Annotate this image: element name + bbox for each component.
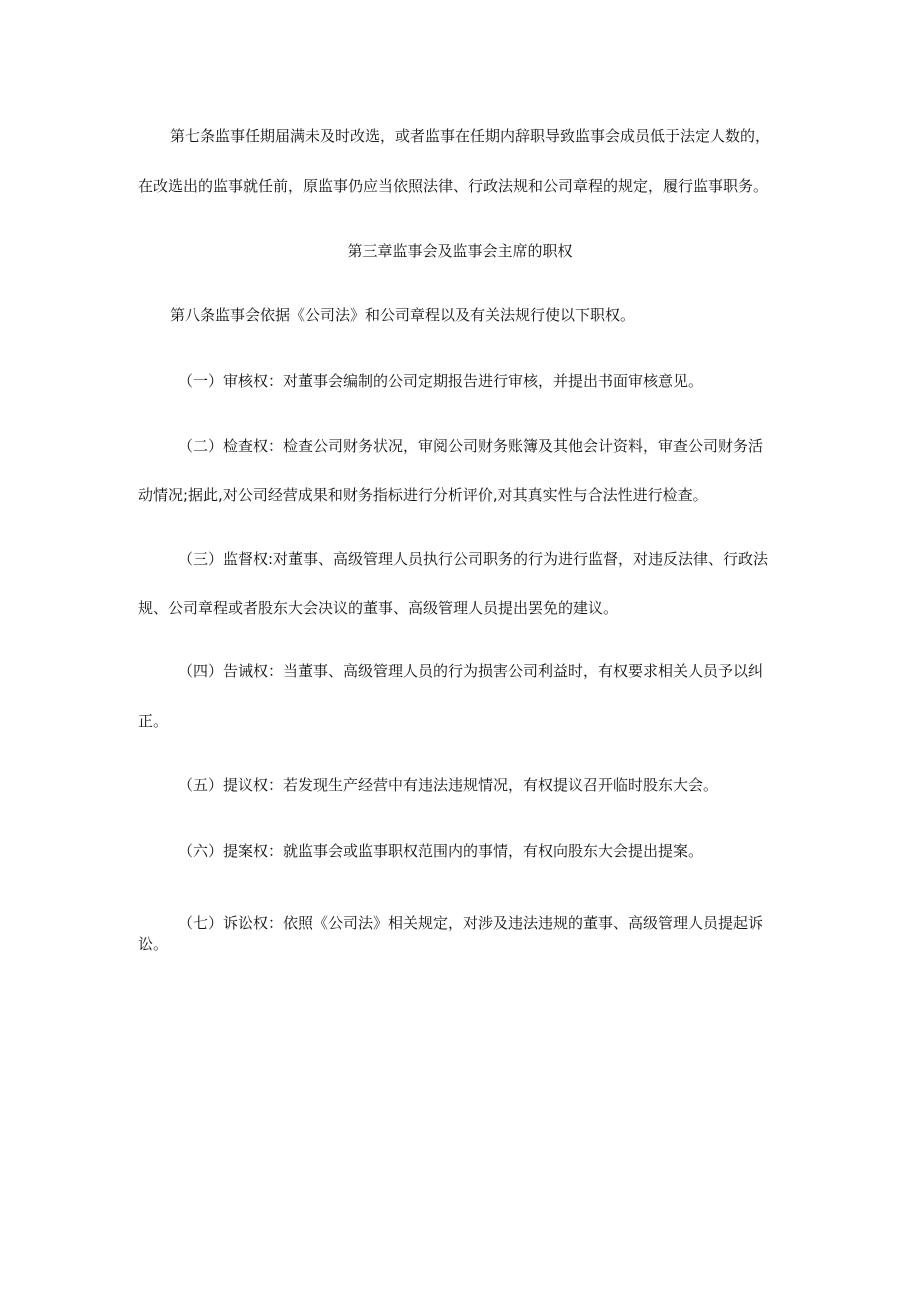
item-3-line-1: （三）监督权:对董事、高级管理人员执行公司职务的行为进行监督，对违反法律、行政法 xyxy=(178,550,769,568)
article-8-intro: 第八条监事会依据《公司法》和公司章程以及有关法规行使以下职权。 xyxy=(170,306,636,324)
item-3-line-2: 规、公司章程或者股东大会决议的董事、高级管理人员提出罢免的建议。 xyxy=(138,599,619,617)
item-7-line-1: （七）诉讼权：依照《公司法》相关规定，对涉及违法违规的董事、高级管理人员提起诉 xyxy=(178,914,764,932)
item-1-line-1: （一）审核权：对董事会编制的公司定期报告进行审核，并提出书面审核意见。 xyxy=(178,372,704,390)
item-5-line-1: （五）提议权：若发现生产经营中有违法违规情况，有权提议召开临时股东大会。 xyxy=(178,776,719,794)
item-2-line-1: （二）检查权：检查公司财务状况，审阅公司财务账簿及其他会计资料，审查公司财务活 xyxy=(178,437,764,455)
item-7-line-2: 讼。 xyxy=(138,935,169,953)
item-2-line-2: 动情况;据此,对公司经营成果和财务指标进行分析评价,对其真实性与合法性进行检查。 xyxy=(138,486,708,504)
article-7-line-2: 在改选出的监事就任前，原监事仍应当依照法律、行政法规和公司章程的规定，履行监事职务。 xyxy=(138,177,769,195)
chapter-3-title: 第三章监事会及监事会主席的职权 xyxy=(347,242,573,260)
item-4-line-2: 正。 xyxy=(138,712,169,730)
item-4-line-1: （四）告诫权：当董事、高级管理人员的行为损害公司利益时，有权要求相关人员予以纠 xyxy=(178,662,764,680)
item-6-line-1: （六）提案权：就监事会或监事职权范围内的事情，有权向股东大会提出提案。 xyxy=(178,842,704,860)
article-7-line-1: 第七条监事任期届满未及时改选，或者监事在任期内辞职导致监事会成员低于法定人数的， xyxy=(170,127,771,145)
